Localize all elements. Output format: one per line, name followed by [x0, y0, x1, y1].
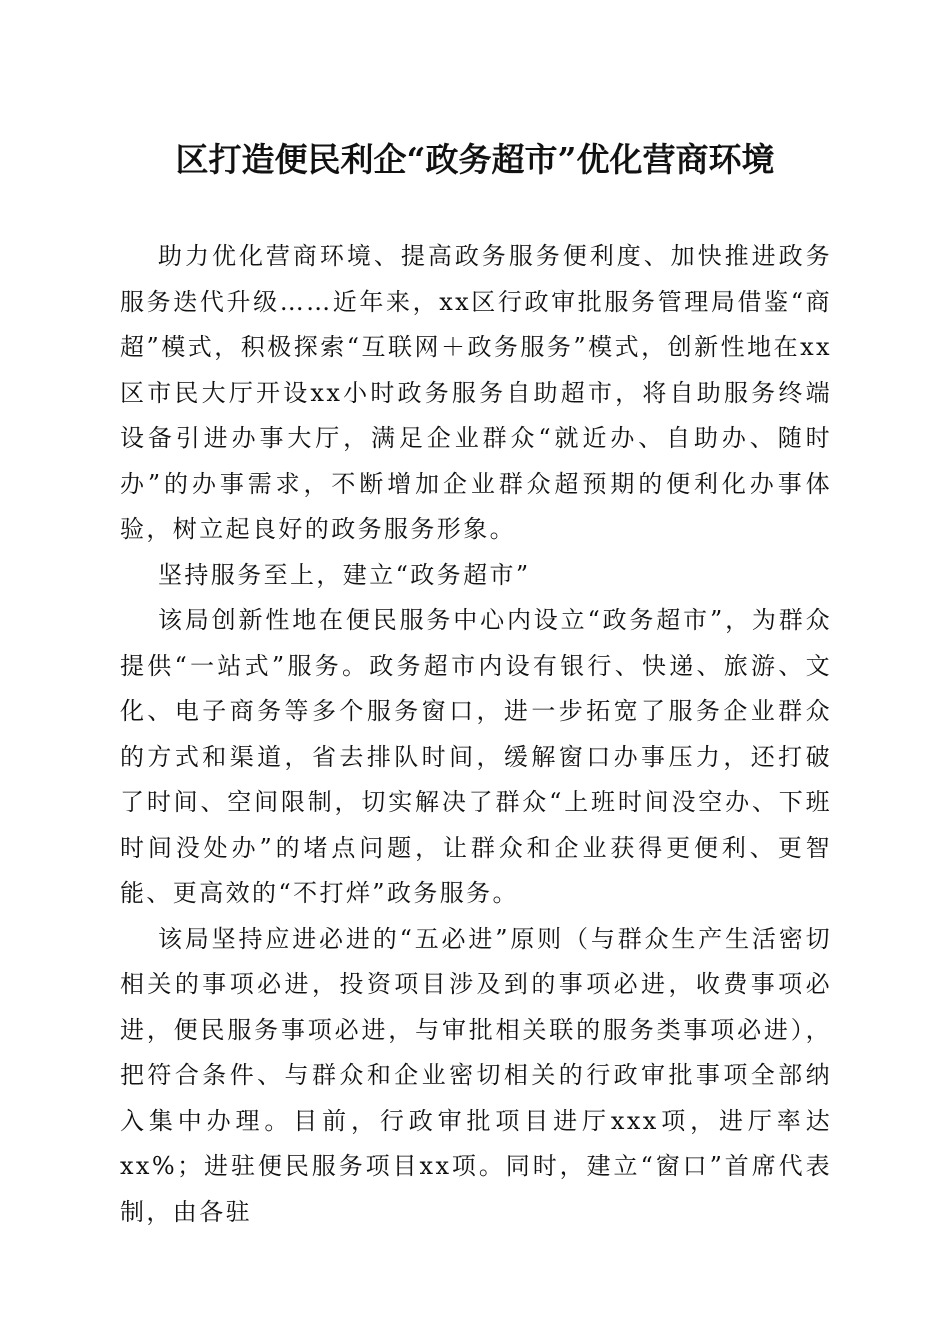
document-body	[120, 234, 832, 1235]
paragraph-intro: 助力优化营商环境、提高政务服务便利度、加快推进政务服务迭代升级……近年来，xx区行政审批服务管理局借鉴“商超”模式，积极探索“互联网＋政务服务”模式，创新性地在xx区市民大厅开设xx小时政务服务自助超市，将自助服务终端设备引进办事大厅，满足企业群众“就近办、自助办、随时办”的办事需求，不断增加企业群众超预期的便利化办事体验，树立起良好的政务服务形象。	[120, 242, 832, 543]
paragraph-five-principles: 该局坚持应进必进的“五必进”原则（与群众生产生活密切相关的事项必进，投资项目涉及到的事项必进，收费事项必进，便民服务事项必进，与审批相关联的服务类事项必进），把符合条件、与群众和企业密切相关的行政审批事项全部纳入集中办理。目前，行政审批项目进厅xxx项，进厅率达xx%；进驻便民服务项目xx项。同时，建立“窗口”首席代表制，由各驻	[120, 924, 832, 1226]
section-heading: 坚持服务至上，建立“政务超市”	[158, 560, 531, 589]
document-title: 区打造便民利企“政务超市”优化营商环境	[175, 140, 775, 179]
paragraph-service-market: 该局创新性地在便民服务中心内设立“政务超市”，为群众提供“一站式”服务。政务超市内设有银行、快递、旅游、文化、电子商务等多个服务窗口，进一步拓宽了服务企业群众的方式和渠道，省去排队时间，缓解窗口办事压力，还打破了时间、空间限制，切实解决了群众“上班时间没空办、下班时间没处办”的堵点问题，让群众和企业获得更便利、更智能、更高效的“不打烊”政务服务。	[120, 606, 832, 907]
